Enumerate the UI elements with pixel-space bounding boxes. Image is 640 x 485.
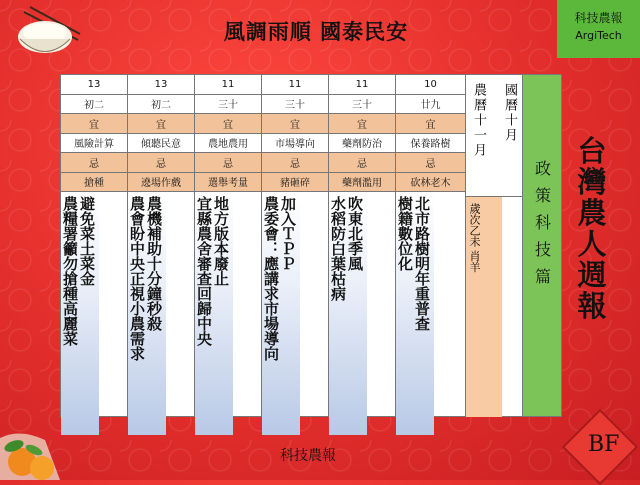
yi-label: 宜: [61, 114, 127, 134]
headline-line-1: 避免菜土菜金: [78, 196, 96, 286]
headline-line-1: 北市路樹明年重普查: [413, 196, 431, 331]
lunar-day: 初二: [61, 95, 127, 115]
logo-text-en: ArgiTech: [575, 29, 622, 42]
yi-item: 保養路樹: [396, 134, 465, 154]
lunar-month: 農曆十一月: [471, 83, 486, 158]
calendar-month-box: [466, 75, 522, 197]
headline-line-2: 宜縣農舍審查回歸中央: [195, 196, 213, 346]
news-column: [61, 75, 128, 416]
news-column: [195, 75, 262, 416]
headline-line-1: 農機補助十分鐘秒殺: [145, 196, 163, 331]
day-number: 11: [329, 75, 395, 95]
ji-label: 忌: [61, 153, 127, 173]
yi-item: 風險計算: [61, 134, 127, 154]
ji-label: 忌: [195, 153, 261, 173]
lunar-day: 三十: [329, 95, 395, 115]
ji-item: 豬砸碎: [262, 173, 328, 193]
yi-item: 傾聽民意: [128, 134, 194, 154]
news-column: [262, 75, 329, 416]
ji-label: 忌: [396, 153, 465, 173]
ji-item: 藥劑濫用: [329, 173, 395, 193]
solar-month: 國曆十月: [502, 83, 517, 143]
headline-line-2: 農會盼中央正視小農需求: [128, 196, 146, 361]
yi-label: 宜: [329, 114, 395, 134]
logo-text-zh: 科技農報: [574, 11, 623, 25]
news-column: [396, 75, 466, 416]
headline-line-2: 水稻防白葉枯病: [329, 196, 347, 301]
headline-line-2: 樹籍數位化: [396, 196, 414, 271]
headline: [61, 192, 99, 435]
yi-label: 宜: [128, 114, 194, 134]
news-column: [128, 75, 195, 416]
ji-item: 砍林老木: [396, 173, 465, 193]
headline: [195, 192, 233, 435]
news-column: [329, 75, 396, 416]
day-number: 10: [396, 75, 465, 95]
almanac-board: [60, 74, 562, 417]
headline-line-2: 農委會：應講求市場導向: [262, 196, 280, 361]
orange-fruit-image: [0, 418, 60, 480]
weekly-title: 台灣農人週報: [577, 134, 607, 323]
day-number: 11: [195, 75, 261, 95]
ji-item: 搶種: [61, 173, 127, 193]
headline-line-1: 吹東北季風: [346, 196, 364, 271]
yi-item: 藥劑防治: [329, 134, 395, 154]
headline: [262, 192, 300, 435]
headline: [396, 192, 434, 435]
lunar-day: 三十: [262, 95, 328, 115]
footer-text: 科技農報: [280, 448, 336, 464]
ji-label: 忌: [128, 153, 194, 173]
headline: [128, 192, 166, 435]
day-number: 13: [61, 75, 127, 95]
headline-line-2: 農糧署籲勿搶種高麗菜: [61, 196, 79, 346]
lunar-day: 廿九: [396, 95, 465, 115]
rice-bowl-image: [12, 4, 82, 62]
headline-line-1: 加入ＴＰＰ: [279, 196, 297, 271]
day-number: 13: [128, 75, 194, 95]
yi-item: 農地農用: [195, 134, 261, 154]
page-title: 風調雨順 國泰民安: [223, 20, 409, 44]
headline: [329, 192, 367, 435]
ji-item: 遶場作戲: [128, 173, 194, 193]
headline-line-1: 地方版本廢止: [212, 196, 230, 286]
ji-label: 忌: [329, 153, 395, 173]
publisher-logo: [557, 0, 640, 58]
yi-label: 宜: [195, 114, 261, 134]
yi-label: 宜: [396, 114, 465, 134]
zodiac-year: 歲次乙未 肖羊: [466, 197, 502, 417]
ji-label: 忌: [262, 153, 328, 173]
yi-item: 市場導向: [262, 134, 328, 154]
yi-label: 宜: [262, 114, 328, 134]
stamp-glyph: BF: [587, 431, 620, 457]
lunar-day: 初二: [128, 95, 194, 115]
section-label: [523, 75, 561, 416]
section-text: 政策科技篇: [532, 160, 552, 295]
lunar-day: 三十: [195, 95, 261, 115]
ji-item: 選舉考量: [195, 173, 261, 193]
day-number: 11: [262, 75, 328, 95]
calendar-column: [466, 75, 523, 416]
